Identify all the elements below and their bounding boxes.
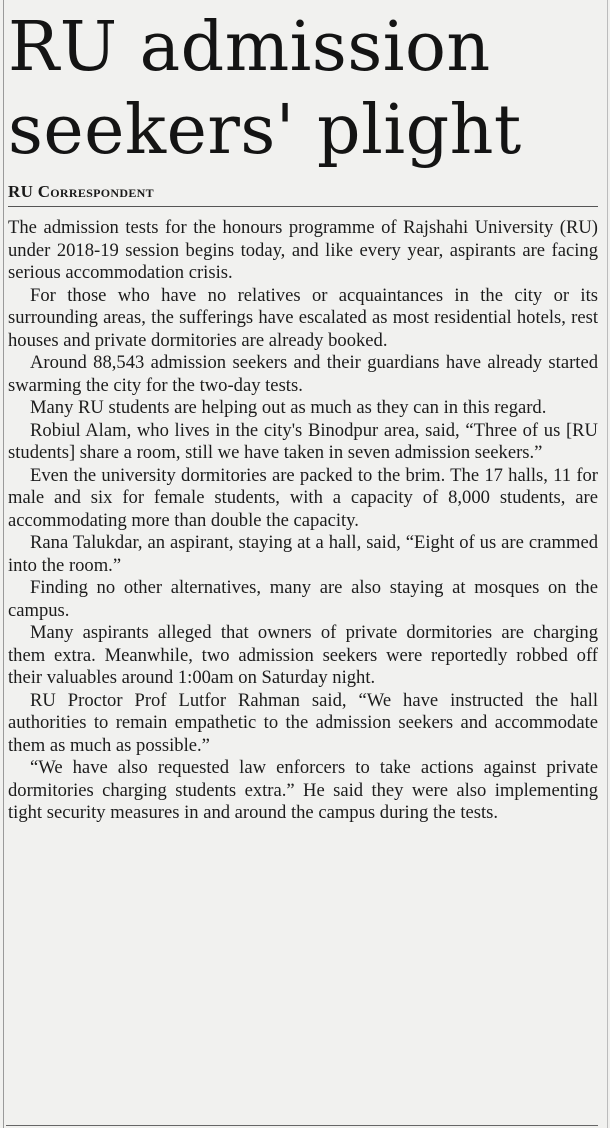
article-paragraph: Around 88,543 admission seekers and their guardians have already started swarming the city for the two-day tests.	[8, 352, 598, 396]
article-paragraph: Finding no other alternatives, many are also staying at mosques on the campus.	[8, 577, 598, 621]
article-byline: RU Correspondent	[8, 182, 154, 201]
article-paragraph: RU Proctor Prof Lutfor Rahman said, “We have instructed the hall authorities to remain empathetic to the admission seekers and accommodate them as much as possible.”	[8, 689, 598, 756]
article-paragraph: “We have also requested law enforcers to take actions against private dormitories charging students extra.” He said they were also implementing tight security measures in and around the campus during the tests.	[8, 757, 598, 823]
column-rule-left	[3, 0, 4, 1128]
article-paragraph: For those who have no relatives or acquaintances in the city or its surrounding areas, the sufferings have escalated as most residential hotels, rest houses and private dormitories are already booked.	[8, 284, 598, 351]
article-paragraph: Robiul Alam, who lives in the city's Binodpur area, said, “Three of us [RU students] share a room, still we have taken in seven admission seekers.”	[8, 419, 598, 463]
article-body	[8, 217, 598, 825]
article-paragraph: Even the university dormitories are packed to the brim. The 17 halls, 11 for male and six for female students, with a capacity of 8,000 students, are accommodating more than double the capacity.	[8, 464, 598, 531]
article-paragraph: The admission tests for the honours programme of Rajshahi University (RU) under 2018-19 session begins today, and like every year, aspirants are facing serious accommodation crisis.	[8, 217, 598, 283]
article-headline: RU admission seekers' plight	[8, 8, 522, 170]
byline-divider	[8, 206, 598, 207]
bottom-divider	[6, 1125, 598, 1126]
article-paragraph: Rana Talukdar, an aspirant, staying at a hall, said, “Eight of us are crammed into the room.”	[8, 532, 598, 576]
article-paragraph: Many aspirants alleged that owners of private dormitories are charging them extra. Meanwhile, two admission seekers were reportedly robbed off their valuables around 1:00am on Saturday night.	[8, 622, 598, 688]
article-paragraph: Many RU students are helping out as much as they can in this regard.	[30, 397, 547, 418]
column-rule-right	[607, 0, 608, 1128]
